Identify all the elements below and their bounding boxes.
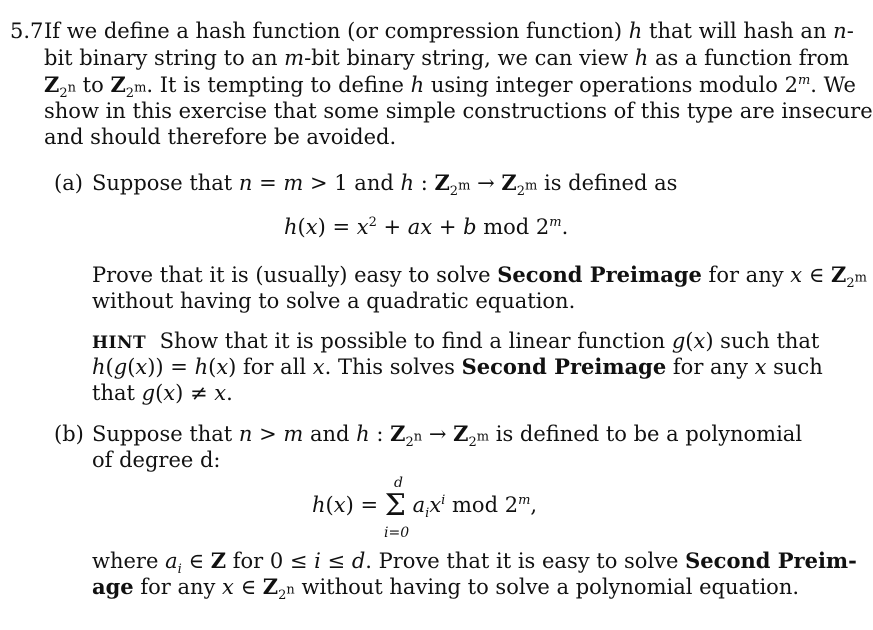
hint-line-2: h(g(x)) = h(x) for all x. This solves Second Preimage for any x such	[92, 354, 823, 379]
intro-line-3: $Z_{2^n}$ to $Z_{2^m}$. It is tempting to define h using integer operations modulo 2$^m$. We	[44, 72, 856, 102]
part-b-statement-1: Suppose that n > m and h : $Z_{2^n} \to Z_{2^m}$ is defined to be a polynomial	[92, 421, 803, 451]
part-b-prove-1: where $a_i$ ∈ Z for 0 ≤ i ≤ d. Prove that it is easy to solve Second Preim-	[92, 548, 857, 578]
part-a-equation: $h(x) = x^2$ + ax + b mod 2$^m$.	[284, 215, 569, 239]
problem-number: 5.7	[10, 19, 44, 43]
part-a-statement: Suppose that n = m > 1 and h : $Z_{2^m} \to Z_{2^m}$ is defined as	[92, 170, 678, 200]
part-a-prove-2: without having to solve a quadratic equation.	[92, 289, 576, 313]
hint-line-1: HINT Show that it is possible to find a linear function g(x) such that	[92, 329, 820, 353]
part-a-prove-1: Prove that it is (usually) easy to solve Second Preimage for any x ∈ $Z_{2^m}$	[92, 262, 867, 292]
intro-line-1: If we define a hash function (or compression function) h that will hash an n-	[44, 19, 854, 43]
intro-line-2: bit binary string to an m-bit binary string, we can view h as a function from	[44, 46, 850, 70]
intro-line-5: and should therefore be avoided.	[44, 125, 397, 149]
part-b-equation: h(x) = Σ $a_ix^i$ mod 2$^m$,	[312, 488, 538, 523]
hint-line-3: that g(x) ≠ x.	[92, 381, 233, 405]
intro-line-4: show in this exercise that some simple constructions of this type are insecure	[44, 99, 873, 123]
part-a-label: (a)	[54, 171, 83, 195]
sum-lower-limit: i=0	[384, 525, 410, 541]
part-b-label: (b)	[54, 422, 84, 446]
part-b-prove-2: age for any x ∈ $Z_{2^n}$ without having to solve a polynomial equation.	[92, 574, 800, 604]
part-b-statement-2: of degree d:	[92, 448, 221, 472]
hint-label: HINT	[92, 333, 147, 353]
sum-upper-limit: d	[394, 475, 403, 491]
